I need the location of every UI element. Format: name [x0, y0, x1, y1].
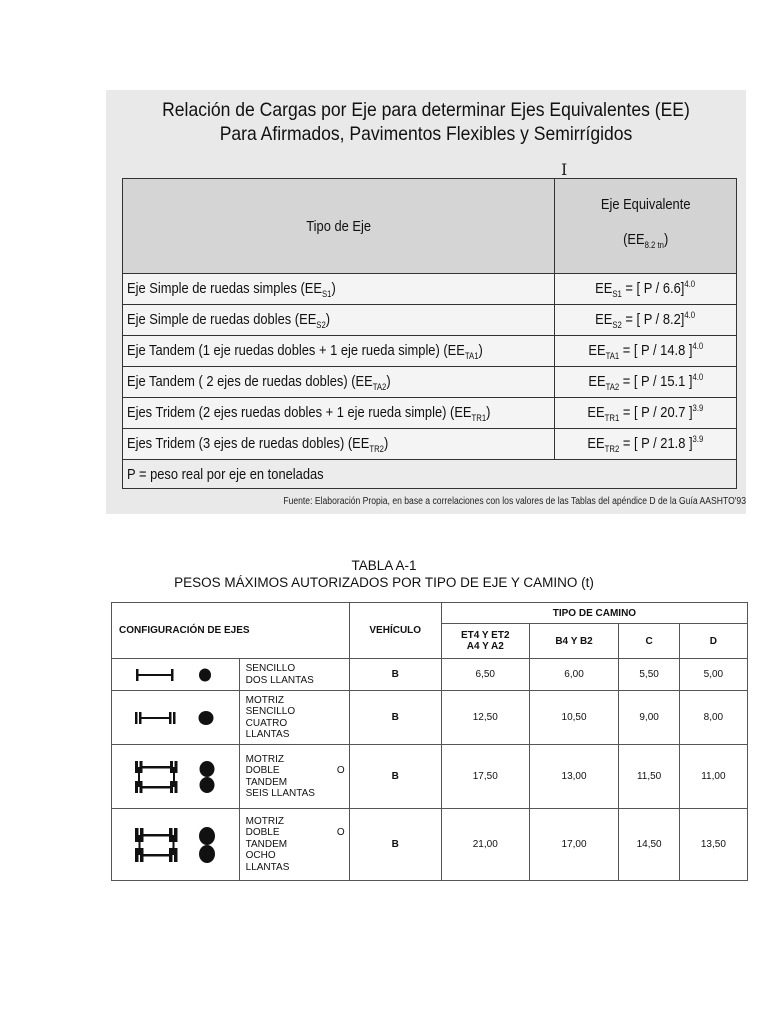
table-row	[123, 274, 737, 305]
axle-icon-cell	[112, 745, 240, 809]
table-a1-heading: TABLA A-1	[351, 558, 417, 573]
header-road-col: ET4 Y ET2 A4 Y A2	[441, 624, 529, 659]
header-vehicle: VEHÍCULO	[349, 603, 441, 659]
axle-icon-cell	[112, 809, 240, 881]
equivalent-axles-table	[122, 178, 737, 489]
weight-cell: 6,50	[441, 659, 529, 691]
panel-title-line1: Relación de Cargas por Eje para determinar Ejes Equivalentes (EE)	[162, 99, 690, 121]
table-row	[112, 691, 748, 745]
axle-desc-cell	[239, 659, 349, 691]
equivalent-formula-cell: $EE_{TR2}$ = [ P / 21.8 ]$^{3.9}$	[554, 429, 736, 460]
table-a1-subtitle: PESOS MÁXIMOS AUTORIZADOS POR TIPO DE EJE Y CAMINO (t)	[174, 575, 594, 590]
header-road-type: TIPO DE CAMINO	[441, 603, 747, 624]
axle-icon-cell	[112, 691, 240, 745]
single-axle-single-wheel-icon	[112, 665, 239, 685]
weight-cell: 8,00	[679, 691, 747, 745]
header-axle-config: CONFIGURACIÓN DE EJES	[112, 603, 350, 659]
equivalent-formula-cell: $EE_{TA2}$ = [ P / 15.1 ]$^{4.0}$	[554, 367, 736, 398]
table-row	[123, 305, 737, 336]
weight-cell: 17,00	[529, 809, 619, 881]
axle-desc: MOTRIZ DOBLE O TANDEM SEIS LLANTAS	[245, 753, 345, 799]
table-row	[112, 659, 748, 691]
vehicle-cell: B	[349, 691, 441, 745]
equivalent-formula-cell: $EE_{S2}$ = [ P / 8.2]$^{4.0}$	[554, 305, 736, 336]
axle-type-cell: Ejes Tridem (3 ejes de ruedas dobles) $(EE_{TR2})$	[123, 429, 555, 460]
weight-cell: 12,50	[441, 691, 529, 745]
equivalent-formula-cell: $EE_{S1}$ = [ P / 6.6]$^{4.0}$	[554, 274, 736, 305]
header-equivalent-axle: Eje Equivalente $(EE_{8.2 tn})$	[554, 179, 736, 274]
vehicle-cell: B	[349, 809, 441, 881]
axle-icon-cell	[112, 659, 240, 691]
tandem-eight-wheel-icon	[112, 825, 239, 865]
max-weights-table	[111, 602, 748, 881]
axle-desc: MOTRIZ DOBLE O TANDEM OCHO LLANTAS	[245, 815, 345, 873]
table-row	[123, 429, 737, 460]
panel-title	[138, 98, 714, 146]
table-row	[112, 745, 748, 809]
table-row	[123, 367, 737, 398]
table-row	[123, 336, 737, 367]
axle-desc-cell	[239, 745, 349, 809]
weight-cell: 21,00	[441, 809, 529, 881]
table-row	[112, 809, 748, 881]
weight-cell: 5,50	[619, 659, 679, 691]
axle-desc: MOTRIZ SENCILLO CUATRO LLANTAS	[245, 694, 296, 740]
axle-desc: SENCILLO DOS LLANTAS	[245, 663, 314, 686]
axle-type-cell: Eje Tandem (1 eje ruedas dobles + 1 eje rueda simple) $(EE_{TA1})$	[123, 336, 555, 367]
axle-type-cell: Eje Simple de ruedas dobles $(EE_{S2})$	[123, 305, 555, 336]
header-road-col: D	[679, 624, 747, 659]
equivalent-formula-cell: $EE_{TR1}$ = [ P / 20.7 ]$^{3.9}$	[554, 398, 736, 429]
weight-cell: 11,50	[619, 745, 679, 809]
panel-title-line2: Para Afirmados, Pavimentos Flexibles y Semirrígidos	[219, 123, 633, 145]
weight-cell: 13,50	[679, 809, 747, 881]
weight-cell: 17,50	[441, 745, 529, 809]
axle-type-cell: Eje Simple de ruedas simples $(EE_{S1})$	[123, 274, 555, 305]
equivalent-axles-panel	[106, 90, 746, 514]
weight-cell: 9,00	[619, 691, 679, 745]
axle-desc-cell	[239, 691, 349, 745]
table-row	[123, 398, 737, 429]
equivalent-formula-cell: $EE_{TA1}$ = [ P / 14.8 ]$^{4.0}$	[554, 336, 736, 367]
weight-cell: 5,00	[679, 659, 747, 691]
text-cursor-icon: I	[561, 160, 568, 179]
tandem-six-wheel-icon	[112, 757, 239, 797]
vehicle-cell: B	[349, 659, 441, 691]
axle-type-cell: Eje Tandem ( 2 ejes de ruedas dobles) $(EE_{TA2})$	[123, 367, 555, 398]
vehicle-cell: B	[349, 745, 441, 809]
weight-cell: 11,00	[679, 745, 747, 809]
weight-cell: 14,50	[619, 809, 679, 881]
weight-cell: 10,50	[529, 691, 619, 745]
header-road-col: B4 Y B2	[529, 624, 619, 659]
weight-cell: 6,00	[529, 659, 619, 691]
axle-desc-cell	[239, 809, 349, 881]
single-axle-dual-wheel-icon	[112, 708, 239, 728]
axle-type-cell: Ejes Tridem (2 ejes ruedas dobles + 1 eje rueda simple) $(EE_{TR1})$	[123, 398, 555, 429]
header-axle-type: Tipo de Eje	[123, 179, 555, 274]
table-a1-title	[0, 557, 768, 591]
source-caption: Fuente: Elaboración Propia, en base a correlaciones con los valores de las Tablas del apéndice D de la Guía AASHTO'93	[283, 496, 746, 507]
weight-cell: 13,00	[529, 745, 619, 809]
header-road-col: C	[619, 624, 679, 659]
table-note: P = peso real por eje en toneladas	[123, 460, 737, 489]
